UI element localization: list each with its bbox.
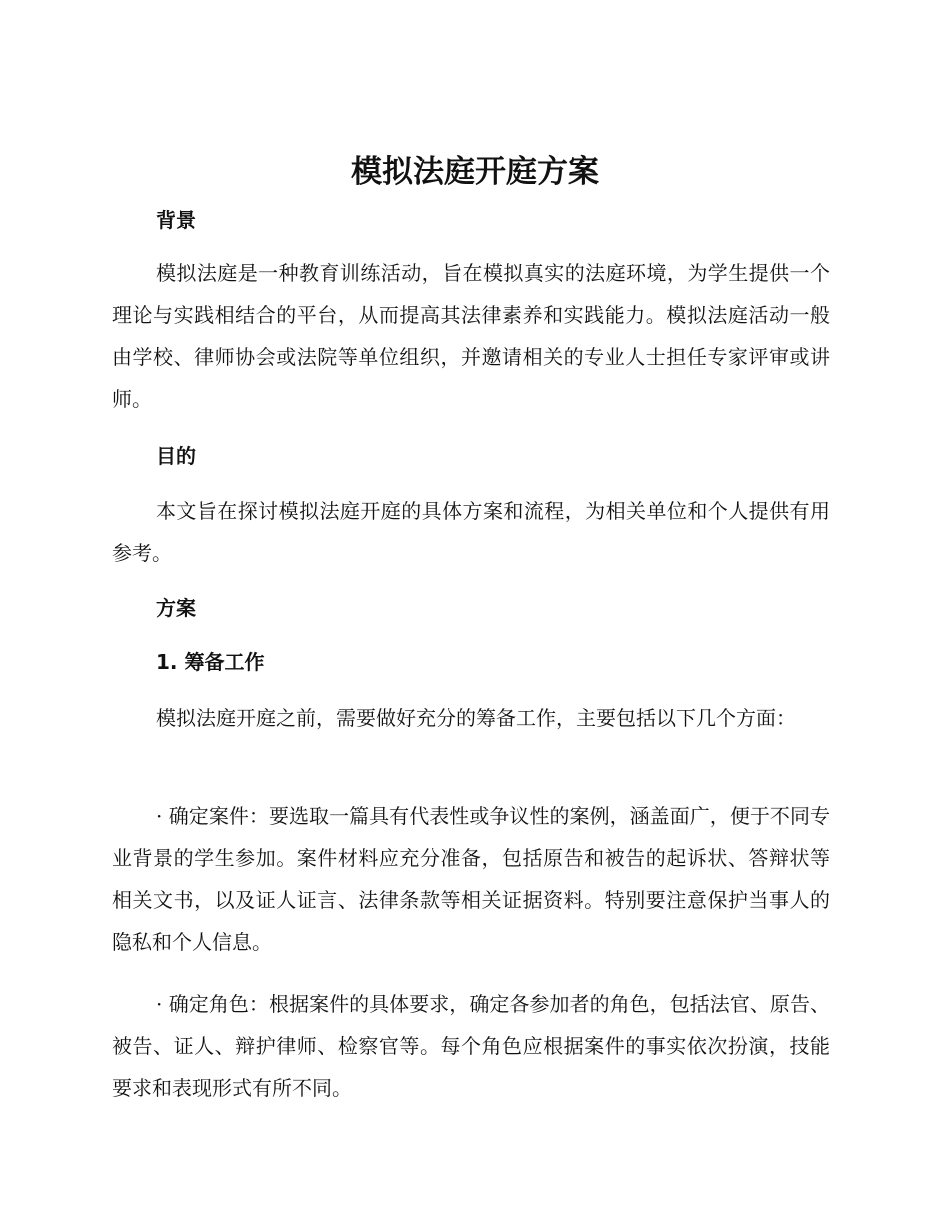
document-title: 模拟法庭开庭方案 [351,154,599,190]
section-heading-background: 背景 [156,208,196,232]
section-heading-purpose: 目的 [156,444,196,468]
subsection-heading-preparation: 1. 筹备工作 [156,650,265,674]
paragraph-background: 模拟法庭是一种教育训练活动，旨在模拟真实的法庭环境，为学生提供一个理论与实践相结合的平台，从而提高其法律素养和实践能力。模拟法庭活动一般由学校、律师协会或法院等单位组织，并邀请相关的专业人士担任专家评审或讲师。 [112,261,830,411]
paragraph-preparation-intro: 模拟法庭开庭之前，需要做好充分的筹备工作，主要包括以下几个方面： [156,706,796,730]
paragraph-purpose: 本文旨在探讨模拟法庭开庭的具体方案和流程，为相关单位和个人提供有用参考。 [112,499,830,565]
section-heading-plan: 方案 [156,596,196,620]
bullet-item-role-assignment: · 确定角色：根据案件的具体要求，确定各参加者的角色，包括法官、原告、被告、证人、辩护律师、检察官等。每个角色应根据案件的事实依次扮演，技能要求和表现形式有所不同。 [112,992,830,1100]
bullet-item-case-selection: · 确定案件：要选取一篇具有代表性或争议性的案例，涵盖面广，便于不同专业背景的学生参加。案件材料应充分准备，包括原告和被告的起诉状、答辩状等相关文书，以及证人证言、法律条款等相关证据资料。特别要注意保护当事人的隐私和个人信息。 [112,804,830,954]
